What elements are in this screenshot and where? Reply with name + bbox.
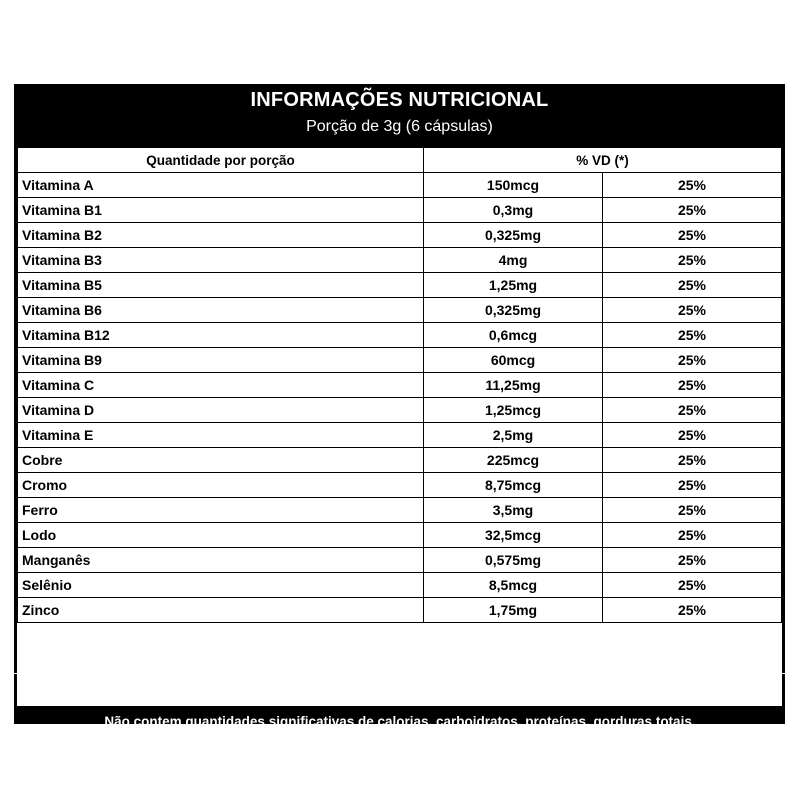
table-row (18, 323, 782, 348)
nutrient-amount: 32,5mcg (424, 523, 603, 548)
table-row (18, 223, 782, 248)
nutrient-amount: 1,75mg (424, 598, 603, 623)
nutrient-amount: 60mcg (424, 348, 603, 373)
daily-values-note (0, 760, 800, 802)
nutrient-amount: 8,5mcg (424, 573, 603, 598)
column-header-quantity: Quantidade por porção (18, 148, 424, 173)
table-row (18, 273, 782, 298)
notice-line-1: Não contem quantidades significativas de calorias, carboidratos, proteínas, gorduras totais, (104, 714, 696, 729)
nutrient-name: Vitamina B9 (18, 348, 424, 373)
table-row (18, 473, 782, 498)
nutrient-amount: 1,25mcg (424, 398, 603, 423)
nutrient-name: Manganês (18, 548, 424, 573)
nutrition-header (14, 84, 785, 147)
note-line-2: Seus valores Diários podem ser maiores ou menores dependendo de suas necessidades energéticas. (116, 784, 684, 798)
nutrient-vd: 25% (602, 198, 781, 223)
table-row (18, 548, 782, 573)
nutrient-name: Vitamina E (18, 423, 424, 448)
nutrient-vd: 25% (602, 173, 781, 198)
nutrient-vd: 25% (602, 398, 781, 423)
nutrient-amount: 0,575mg (424, 548, 603, 573)
nutrient-name: Cobre (18, 448, 424, 473)
nutrient-amount: 2,5mg (424, 423, 603, 448)
nutrient-name: Vitamina B5 (18, 273, 424, 298)
nutrient-name: Zinco (18, 598, 424, 623)
nutrition-table (17, 147, 782, 623)
nutrient-name: Vitamina B12 (18, 323, 424, 348)
nutrient-amount: 0,325mg (424, 223, 603, 248)
no-significant-amounts-notice (0, 710, 800, 756)
table-header-row (18, 148, 782, 173)
nutrient-vd: 25% (602, 548, 781, 573)
nutrient-amount: 8,75mcg (424, 473, 603, 498)
table-row (18, 498, 782, 523)
table-row (18, 598, 782, 623)
nutrition-facts-panel (14, 84, 785, 798)
serving-size: Porção de 3g (6 cápsulas) (306, 118, 493, 135)
nutrient-vd: 25% (602, 373, 781, 398)
nutrient-amount: 0,6mcg (424, 323, 603, 348)
footer-divider (14, 673, 785, 674)
table-row (18, 423, 782, 448)
table-row (18, 573, 782, 598)
nutrient-amount: 3,5mg (424, 498, 603, 523)
nutrient-name: Cromo (18, 473, 424, 498)
table-row (18, 398, 782, 423)
nutrient-vd: 25% (602, 573, 781, 598)
nutrient-name: Vitamina B3 (18, 248, 424, 273)
nutrient-vd: 25% (602, 273, 781, 298)
table-row (18, 448, 782, 473)
nutrient-vd: 25% (602, 498, 781, 523)
nutrient-vd: 25% (602, 348, 781, 373)
nutrient-name: Vitamina C (18, 373, 424, 398)
nutrition-table-body (18, 173, 782, 623)
nutrient-vd: 25% (602, 523, 781, 548)
column-header-vd: % VD (*) (424, 148, 782, 173)
table-row (18, 198, 782, 223)
table-row (18, 373, 782, 398)
nutrient-vd: 25% (602, 448, 781, 473)
table-row (18, 348, 782, 373)
table-row (18, 298, 782, 323)
nutrient-amount: 4mg (424, 248, 603, 273)
nutrient-vd: 25% (602, 223, 781, 248)
nutrient-vd: 25% (602, 423, 781, 448)
nutrition-table-wrapper (17, 147, 782, 706)
nutrient-name: Vitamina A (18, 173, 424, 198)
nutrition-title: INFORMAÇÕES NUTRICIONAL (250, 89, 549, 111)
nutrient-amount: 11,25mg (424, 373, 603, 398)
nutrient-vd: 25% (602, 248, 781, 273)
nutrient-amount: 150mcg (424, 173, 603, 198)
note-line-1: ( * ) % Valores Diários de Refrência com base em uma dieta de 2000Kcal ou 8400KJ. (163, 763, 637, 777)
table-row (18, 523, 782, 548)
nutrient-amount: 225mcg (424, 448, 603, 473)
table-row (18, 173, 782, 198)
nutrient-name: Selênio (18, 573, 424, 598)
nutrient-name: Ferro (18, 498, 424, 523)
table-row (18, 248, 782, 273)
nutrient-name: Vitamina B1 (18, 198, 424, 223)
nutrient-vd: 25% (602, 323, 781, 348)
nutrient-name: Vitamina B2 (18, 223, 424, 248)
nutrient-amount: 0,3mg (424, 198, 603, 223)
nutrient-amount: 0,325mg (424, 298, 603, 323)
nutrient-name: Vitamina B6 (18, 298, 424, 323)
nutrient-name: Vitamina D (18, 398, 424, 423)
notice-line-2: gorduras saturadas, gorduras trans, fibra alimentar e sódio (209, 737, 591, 752)
nutrient-vd: 25% (602, 473, 781, 498)
nutrient-vd: 25% (602, 298, 781, 323)
nutrient-amount: 1,25mg (424, 273, 603, 298)
nutrient-name: Lodo (18, 523, 424, 548)
nutrient-vd: 25% (602, 598, 781, 623)
